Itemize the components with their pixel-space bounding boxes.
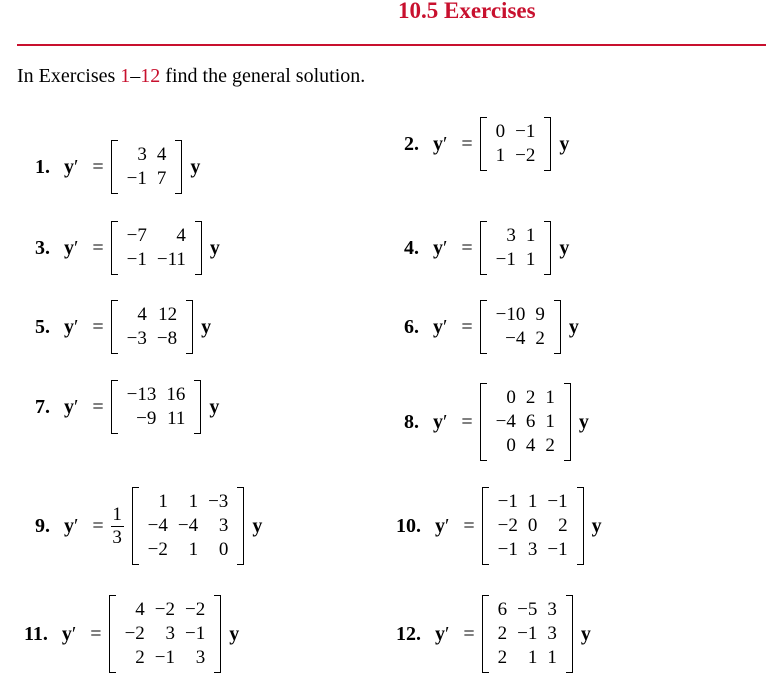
matrix-entry: −2: [154, 599, 175, 620]
instructions: [17, 65, 365, 88]
exercise-12: [396, 595, 591, 673]
matrix-entry: −10: [495, 304, 526, 325]
matrix-entry: −2: [147, 539, 168, 560]
matrix-entry: 3: [137, 144, 147, 165]
scalar-fraction: $\frac{1}{3}$: [112, 503, 122, 548]
derivative-symbol: y′: [433, 410, 448, 433]
matrix-row: [120, 598, 211, 622]
matrix-entry: 0: [495, 121, 506, 142]
derivative-symbol: y′: [435, 514, 450, 537]
matrix-entry: 3: [195, 647, 206, 668]
matrix-entry: 7: [156, 168, 167, 189]
exercise-3: [35, 221, 220, 275]
coefficient-matrix: [111, 221, 202, 275]
matrix-row: [143, 538, 234, 562]
matrix-entry: 2: [535, 328, 545, 349]
matrix-row: [122, 143, 172, 167]
matrix-row: [491, 224, 541, 248]
matrix-row: [491, 434, 560, 458]
exercise-2: [404, 117, 569, 171]
matrix-entry: 0: [506, 435, 516, 456]
equals-sign: =: [92, 315, 104, 338]
vector-y: y: [568, 315, 579, 338]
matrix-entry: 0: [506, 387, 516, 408]
exercise-link-start[interactable]: 1: [120, 65, 131, 87]
exercise-11: [24, 595, 239, 673]
coefficient-matrix: [482, 487, 584, 565]
matrix-entry: 3: [547, 599, 557, 620]
matrix-entry: −1: [185, 623, 206, 644]
derivative-symbol: y′: [435, 622, 450, 645]
exercise-number: 2.: [404, 132, 419, 155]
matrix-entry: −2: [497, 515, 518, 536]
equals-sign: =: [92, 514, 104, 537]
matrix-entry: 3: [506, 225, 516, 246]
matrix-row: [120, 646, 211, 670]
matrix-row: [491, 144, 541, 168]
exercise-8: [404, 383, 589, 461]
matrix-entry: 1: [545, 387, 555, 408]
equals-sign: =: [463, 514, 475, 537]
matrix-row: [143, 490, 234, 514]
matrix-row: [493, 598, 562, 622]
matrix-entry: −4: [177, 515, 199, 536]
matrix-entry: 2: [525, 387, 536, 408]
matrix-entry: 1: [495, 145, 506, 166]
matrix-entry: 4: [176, 225, 186, 246]
matrix-entry: 1: [527, 647, 538, 668]
equals-sign: =: [92, 395, 104, 418]
vector-y: y: [559, 236, 570, 259]
equals-sign: =: [461, 132, 473, 155]
matrix-entry: 4: [137, 304, 147, 325]
coefficient-matrix: [132, 487, 245, 565]
matrix-entry: 6: [525, 411, 536, 432]
matrix-row: [493, 622, 562, 646]
equals-sign: =: [461, 315, 473, 338]
coefficient-matrix: [480, 300, 561, 354]
exercise-number: 6.: [404, 315, 419, 338]
coefficient-matrix: [480, 221, 552, 275]
coefficient-matrix: [111, 300, 193, 354]
vector-y: y: [209, 236, 220, 259]
section-title: 10.5 Exercises: [398, 0, 536, 23]
matrix-entry: −9: [136, 408, 157, 429]
matrix-entry: 1: [158, 491, 168, 512]
matrix-row: [122, 383, 191, 407]
matrix-row: [493, 514, 573, 538]
matrix-row: [120, 622, 211, 646]
matrix-row: [122, 224, 191, 248]
matrix-entry: −2: [515, 145, 536, 166]
derivative-symbol: y′: [433, 236, 448, 259]
matrix-entry: −1: [126, 249, 147, 270]
matrix-entry: −1: [497, 491, 518, 512]
matrix-entry: −1: [154, 647, 175, 668]
matrix-entry: 2: [558, 515, 568, 536]
matrix-row: [491, 303, 550, 327]
matrix-row: [491, 410, 560, 434]
coefficient-matrix: [482, 595, 573, 673]
matrix-row: [122, 167, 172, 191]
equals-sign: =: [463, 622, 475, 645]
derivative-symbol: y′: [433, 315, 448, 338]
matrix-entry: −11: [156, 249, 186, 270]
coefficient-matrix: [111, 380, 202, 434]
vector-y: y: [190, 155, 201, 178]
matrix-entry: −1: [547, 491, 568, 512]
vector-y: y: [580, 622, 591, 645]
matrix-entry: 3: [165, 623, 175, 644]
matrix-row: [491, 120, 541, 144]
matrix-entry: −1: [515, 121, 536, 142]
matrix-entry: 2: [497, 647, 508, 668]
exercise-7: [35, 380, 219, 434]
exercise-number: 8.: [404, 410, 419, 433]
matrix-row: [491, 386, 560, 410]
derivative-symbol: y′: [64, 315, 79, 338]
vector-y: y: [201, 315, 212, 338]
derivative-symbol: y′: [64, 236, 79, 259]
matrix-entry: 1: [527, 491, 538, 512]
matrix-row: [122, 248, 191, 272]
coefficient-matrix: [111, 140, 183, 194]
matrix-entry: 1: [547, 647, 557, 668]
intro-text-after: find the general solution.: [160, 65, 366, 87]
matrix-entry: 12: [158, 304, 178, 325]
vector-y: y: [229, 622, 240, 645]
exercise-1: [35, 140, 200, 194]
matrix-row: [491, 327, 550, 351]
equals-sign: =: [461, 410, 473, 433]
exercise-number: 4.: [404, 236, 419, 259]
derivative-symbol: y′: [64, 395, 79, 418]
vector-y: y: [578, 410, 589, 433]
matrix-entry: −13: [126, 384, 157, 405]
matrix-entry: 4: [525, 435, 536, 456]
matrix-entry: 1: [545, 411, 555, 432]
equals-sign: =: [92, 155, 104, 178]
intro-dash: –: [130, 65, 141, 87]
exercise-9: [35, 487, 262, 565]
derivative-symbol: y′: [433, 132, 448, 155]
matrix-entry: 1: [525, 225, 536, 246]
matrix-entry: 1: [188, 491, 199, 512]
exercise-number: 1.: [35, 155, 50, 178]
matrix-row: [493, 646, 562, 670]
matrix-entry: −1: [497, 539, 518, 560]
derivative-symbol: y′: [61, 622, 77, 645]
matrix-entry: 11: [167, 408, 186, 429]
matrix-entry: −4: [505, 328, 526, 349]
matrix-entry: 3: [547, 623, 557, 644]
title-divider: [17, 44, 766, 46]
matrix-entry: −1: [126, 168, 147, 189]
exercise-link-end[interactable]: 12: [140, 65, 161, 87]
matrix-entry: −1: [547, 539, 568, 560]
exercise-4: [404, 221, 569, 275]
exercise-number: 7.: [35, 395, 50, 418]
matrix-entry: 6: [497, 599, 508, 620]
matrix-entry: 3: [218, 515, 229, 536]
exercise-number: 10.: [396, 514, 421, 537]
vector-y: y: [559, 132, 570, 155]
matrix-entry: −8: [156, 328, 178, 349]
equals-sign: =: [90, 622, 102, 645]
matrix-entry: 4: [156, 144, 167, 165]
matrix-entry: −3: [208, 491, 229, 512]
vector-y: y: [591, 514, 602, 537]
matrix-row: [122, 303, 182, 327]
matrix-row: [122, 327, 182, 351]
coefficient-matrix: [480, 117, 552, 171]
exercise-number: 9.: [35, 514, 50, 537]
matrix-entry: 9: [535, 304, 545, 325]
exercise-5: [35, 300, 211, 354]
vector-y: y: [209, 395, 220, 418]
matrix-entry: −2: [124, 623, 145, 644]
exercise-number: 11.: [24, 622, 48, 645]
vector-y: y: [252, 514, 263, 537]
equals-sign: =: [461, 236, 473, 259]
matrix-entry: −3: [126, 328, 147, 349]
matrix-entry: 0: [527, 515, 538, 536]
matrix-row: [493, 490, 573, 514]
exercise-number: 12.: [396, 622, 421, 645]
matrix-entry: −4: [495, 411, 516, 432]
matrix-entry: 1: [525, 249, 536, 270]
intro-text-before: In Exercises: [17, 65, 121, 87]
equals-sign: =: [92, 236, 104, 259]
coefficient-matrix: [480, 383, 571, 461]
matrix-row: [491, 248, 541, 272]
matrix-entry: 4: [135, 599, 145, 620]
matrix-row: [493, 538, 573, 562]
matrix-entry: 2: [135, 647, 145, 668]
exercise-6: [404, 300, 579, 354]
coefficient-matrix: [109, 595, 222, 673]
matrix-entry: −5: [517, 599, 538, 620]
matrix-entry: 3: [527, 539, 538, 560]
matrix-entry: −1: [517, 623, 538, 644]
matrix-entry: 16: [166, 384, 186, 405]
derivative-symbol: y′: [64, 155, 79, 178]
matrix-entry: −2: [185, 599, 206, 620]
matrix-entry: −4: [147, 515, 168, 536]
matrix-entry: 2: [497, 623, 508, 644]
exercise-number: 5.: [35, 315, 50, 338]
derivative-symbol: y′: [64, 514, 79, 537]
matrix-entry: 2: [545, 435, 555, 456]
exercise-number: 3.: [35, 236, 50, 259]
matrix-entry: 1: [188, 539, 199, 560]
matrix-entry: −7: [126, 225, 147, 246]
exercise-10: [396, 487, 602, 565]
matrix-row: [143, 514, 234, 538]
matrix-entry: −1: [495, 249, 516, 270]
matrix-entry: 0: [218, 539, 229, 560]
matrix-row: [122, 407, 191, 431]
